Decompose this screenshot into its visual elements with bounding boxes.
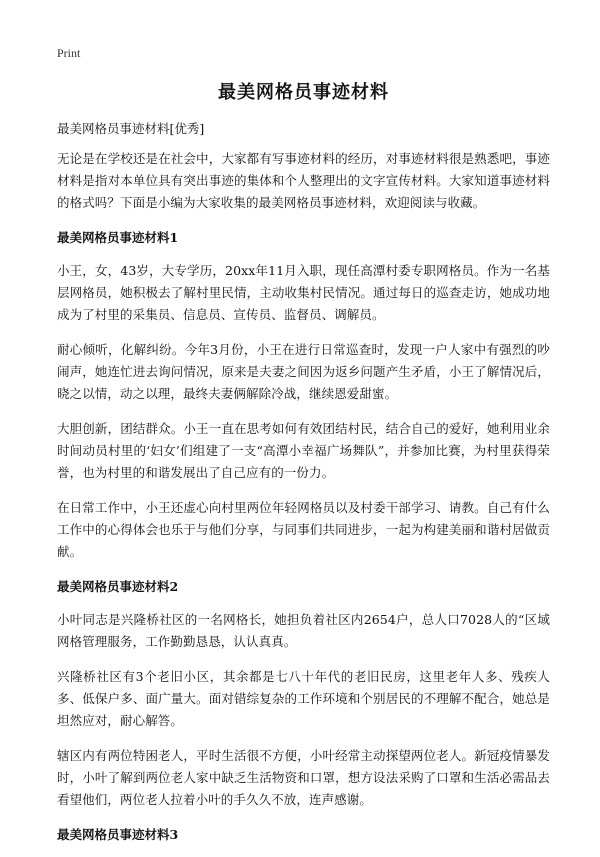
section-heading-1: 最美网格员事迹材料1 — [57, 230, 179, 245]
print-link[interactable]: Print — [57, 46, 81, 60]
section-heading-3: 最美网格员事迹材料3 — [57, 827, 179, 842]
document-subtitle: 最美网格员事迹材料[优秀] — [57, 121, 205, 136]
document-title: 最美网格员事迹材料 — [218, 82, 389, 103]
section-1-paragraph-2: 耐心倾听，化解纠纷。今年3月份，小王在进行日常巡查时，发现一户人家中有强烈的吵闹声，她连忙进去询问情况，原来是夫妻之间因为返乡问题产生矛盾，小王了解情况后，晓之以情，动之以理，最终夫妻俩解除冷战，继续恩爱甜蜜。 — [57, 342, 550, 401]
document-body — [57, 118, 550, 857]
section-1-paragraph-1: 小王，女，43岁，大专学历，20xx年11月入职，现任高潭村委专职网格员。作为一名基层网格员，她积极去了解村里民情，主动收集村民情况。通过每日的巡查走访，她成功地成为了村里的采集员、信息员、宣传员、监督员、调解员。 — [57, 263, 550, 322]
section-heading-2: 最美网格员事迹材料2 — [57, 579, 179, 594]
section-2-paragraph-1: 小叶同志是兴隆桥社区的一名网格长，她担负着社区内2654户，总人口7028人的“区域网格管理服务，工作勤勤恳恳，认认真真。 — [57, 612, 550, 649]
section-2-paragraph-2: 兴隆桥社区有3个老旧小区，其余都是七八十年代的老旧民房，这里老年人多、残疾人多、低保户多、面广量大。面对错综复杂的工作环境和个别居民的不理解不配合，她总是坦然应对，耐心解答。 — [57, 669, 550, 728]
section-2-paragraph-3: 辖区内有两位特困老人，平时生活很不方便，小叶经常主动探望两位老人。新冠疫情暴发时，小叶了解到两位老人家中缺乏生活物资和口罩，想方设法采购了口罩和生活必需品去看望他们，两位老人拉着小叶的手久久不放，连声感谢。 — [57, 748, 550, 807]
section-1-paragraph-4: 在日常工作中，小王还虚心向村里两位年轻网格员以及村委干部学习、请教。自己有什么工作中的心得体会也乐于与他们分享，与同事们共同进步，一起为构建美丽和谐村居做贡献。 — [57, 500, 550, 559]
section-1-paragraph-3: 大胆创新，团结群众。小王一直在思考如何有效团结村民，结合自己的爱好，她利用业余时间动员村里的‘妇女’们组建了一支“高潭小幸福广场舞队”，并参加比赛，为村里获得荣誉，也为村里的和谐发展出了自己应有的一份力。 — [57, 421, 550, 480]
intro-paragraph: 无论是在学校还是在社会中，大家都有写事迹材料的经历，对事迹材料很是熟悉吧，事迹材料是指对本单位具有突出事迹的集体和个人整理出的文字宣传材料。大家知道事迹材料的格式吗？下面是小编为大家收集的最美网格员事迹材料，欢迎阅读与收藏。 — [57, 151, 550, 210]
